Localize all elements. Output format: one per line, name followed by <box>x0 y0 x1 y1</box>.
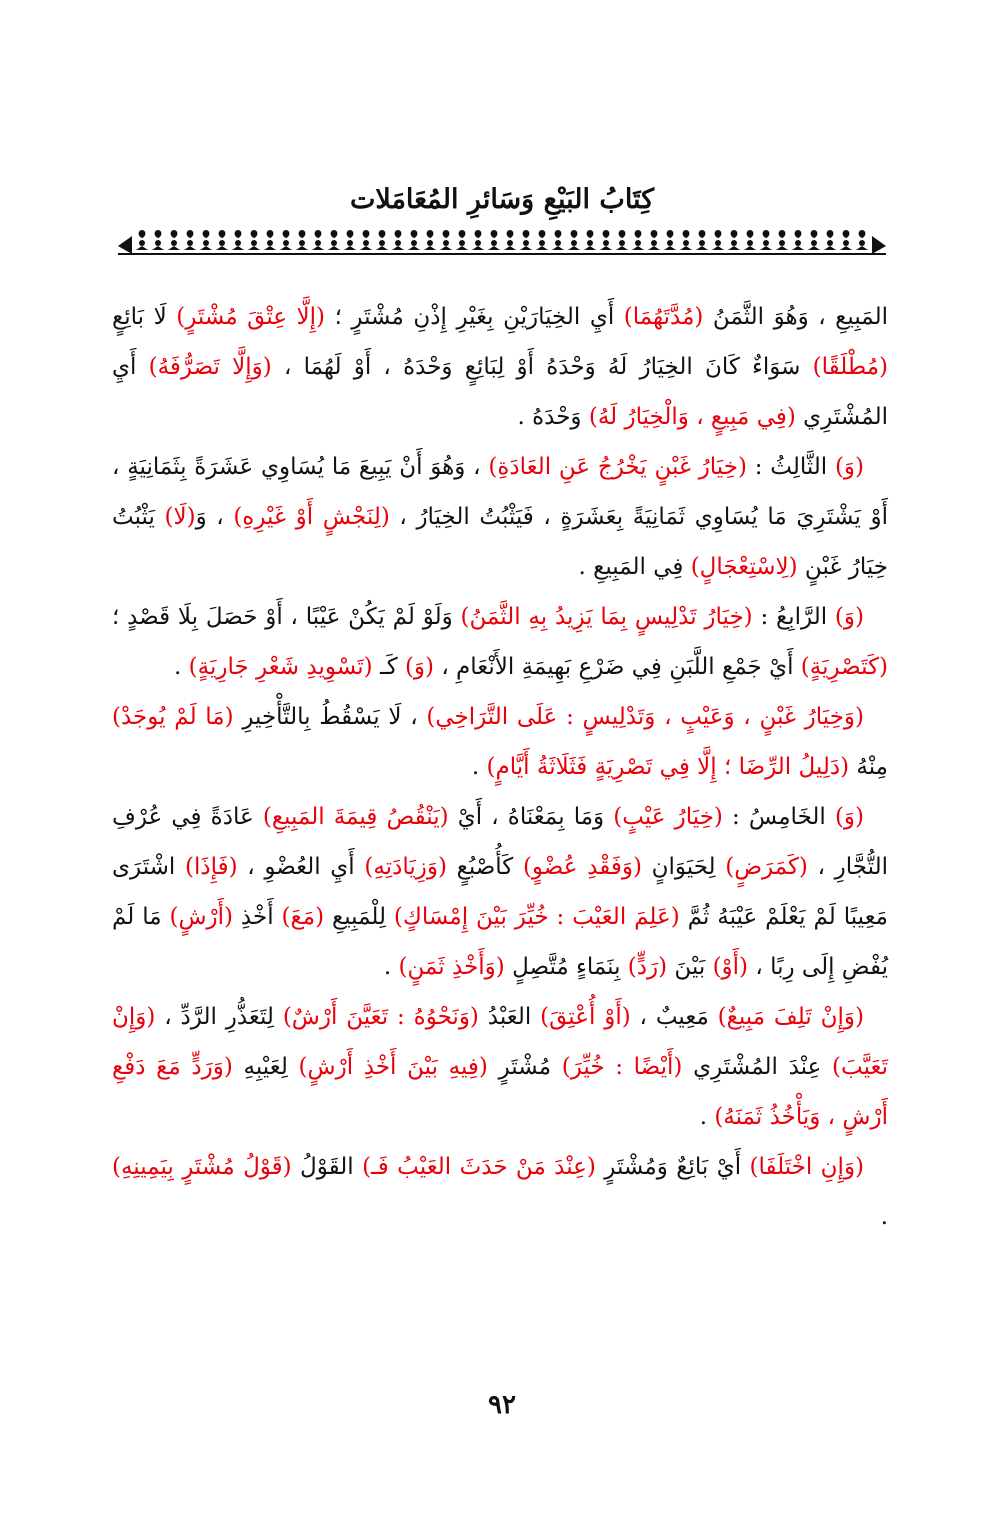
highlighted-text-segment: (لِنَجْشٍ أَوْ غَيْرِهِ) <box>233 504 390 530</box>
text-segment: ، وَهُوَ أَنْ يَبِيعَ مَا يُسَاوِي عَشَرَةً بِثَمَانِيَةٍ ، أَوْ يَشْتَرِيَ مَا يُسَاوِي ثَمَانِيَةً بِعَشَرَةٍ ، فَيَثْبُتُ الخِيَارُ ، <box>112 454 888 530</box>
text-segment: أَيِ العُضْوِ ، <box>237 854 365 880</box>
text-segment: عِنْدَ المُشْتَرِي <box>682 1054 833 1080</box>
paragraph <box>112 992 888 1142</box>
highlighted-text-segment: (رَدٍّ) <box>627 954 668 980</box>
paragraph <box>112 442 888 592</box>
highlighted-text-segment: (خِيَارُ عَيْبٍ) <box>613 804 723 830</box>
text-segment: كَأُصْبُعٍ <box>446 854 523 880</box>
highlighted-text-segment: (أَوْ أُعْتِقَ) <box>540 1004 631 1030</box>
text-segment: أَخْذِ <box>233 904 282 930</box>
highlighted-text-segment: (مُدَّتَهُمَا) <box>623 304 704 330</box>
highlighted-text-segment: (وَ) <box>834 454 865 480</box>
highlighted-text-segment: (وَإِلَّا تَصَرُّفَهُ) <box>148 354 272 380</box>
text-segment: وَمَا بِمَعْنَاهُ ، أَيْ <box>448 804 614 830</box>
highlighted-text-segment: (مُطْلَقًا) <box>812 354 888 380</box>
highlighted-text-segment: (أَرْشٍ) <box>169 904 234 930</box>
paragraph <box>112 1142 888 1242</box>
highlighted-text-segment: (وَ) <box>834 604 864 630</box>
highlighted-text-segment: (كَتَصْرِيَةٍ) <box>800 654 888 680</box>
decorative-divider <box>118 226 886 256</box>
highlighted-text-segment: (لَا) <box>164 504 196 530</box>
text-segment: عَادَةً فِي عُرْفِ التُّجَّارِ ، <box>112 804 888 880</box>
text-segment: بَيْنَ <box>667 954 713 980</box>
text-segment: الخَامِسُ : <box>722 804 835 830</box>
highlighted-text-segment: (إِلَّا عِتْقَ مُشْتَرٍ) <box>176 304 326 330</box>
text-segment: كَـ <box>372 654 405 680</box>
body-text <box>112 292 888 1242</box>
text-segment: . <box>383 954 399 980</box>
highlighted-text-segment: (عَلِمَ العَيْبَ : خُيِّرَ بَيْنَ إِمْسَاكٍ) <box>393 904 680 930</box>
text-segment: ، لَا يَسْقُطُ بِالتَّأْخِيرِ <box>233 704 427 730</box>
text-segment: لَا بَائِعٍ <box>112 304 177 330</box>
highlighted-text-segment: (فِيهِ بَيْنَ أَخْذِ أَرْشٍ) <box>298 1054 488 1080</box>
highlighted-text-segment: (وَإِنِ اخْتَلَفَا) <box>749 1154 865 1180</box>
highlighted-text-segment: (فِي مَبِيعٍ ، وَالْخِيَارُ لَهُ) <box>588 404 796 430</box>
highlighted-text-segment: (عِنْدَ مَنْ حَدَثَ العَيْبُ فَـ) <box>362 1154 596 1180</box>
text-segment: فِي المَبِيعِ . <box>578 554 691 580</box>
highlighted-text-segment: (وَزِيَادَتِهِ) <box>364 854 447 880</box>
paragraph <box>112 292 888 442</box>
paragraph <box>112 792 888 992</box>
text-segment: . <box>174 654 189 680</box>
text-segment: أَيِ الخِيَارَيْنِ بِغَيْرِ إِذْنِ مُشْتَرٍ ؛ <box>325 304 624 330</box>
highlighted-text-segment: (وَ) <box>404 654 435 680</box>
text-segment: مَعِيبٌ ، <box>630 1004 718 1030</box>
highlighted-text-segment: (وَ) <box>834 804 865 830</box>
highlighted-text-segment: (مَا لَمْ يُوجَدْ) <box>112 704 234 730</box>
text-segment: بِنَمَاءٍ مُتَّصِلٍ <box>504 954 628 980</box>
highlighted-text-segment: (خِيَارُ غَبْنٍ يَخْرُجُ عَنِ العَادَةِ) <box>488 454 747 480</box>
highlighted-text-segment: (تَسْوِيدِ شَعْرِ جَارِيَةٍ) <box>188 654 373 680</box>
highlighted-text-segment: (وَإِنْ تَلِفَ مَبِيعٌ) <box>717 1004 864 1030</box>
highlighted-text-segment: (وَرَدٍّ مَعَ دَفْعِ أَرْشٍ ، وَيَأْخُذُ ثَمَنَهُ) <box>112 1054 888 1130</box>
highlighted-text-segment: (وَخِيَارُ غَبْنٍ ، وَعَيْبٍ ، وَتَدْلِيسٍ : عَلَى التَّرَاخِي) <box>426 704 864 730</box>
paragraph <box>112 592 888 692</box>
highlighted-text-segment: (قَوْلُ مُشْتَرٍ بِيَمِينِهِ) <box>112 1154 292 1180</box>
text-segment: اشْتَرَى مَعِيبًا لَمْ يَعْلَمْ عَيْبَهُ ثُمَّ <box>112 854 888 930</box>
text-segment: مَا لَمْ يُفْضِ إِلَى رِبًا ، <box>112 904 888 980</box>
text-segment: المَبِيعِ ، وَهُوَ الثَّمَنُ <box>703 304 889 330</box>
highlighted-text-segment: (أَيْضًا : خُيِّرَ) <box>561 1054 683 1080</box>
text-segment: لِعَيْبِهِ <box>232 1054 299 1080</box>
text-segment: مِنْهُ <box>849 754 888 780</box>
text-segment: الثَّالِثُ : <box>746 454 835 480</box>
highlighted-text-segment: (وَفَقْدِ عُضْوٍ) <box>522 854 642 880</box>
highlighted-text-segment: (وَنَحْوُهُ : تَعَيَّنَ أَرْشٌ) <box>282 1004 479 1030</box>
text-segment: القَوْلُ <box>291 1154 363 1180</box>
text-segment: ، وَ <box>195 504 234 530</box>
highlighted-text-segment: (خِيَارُ تَدْلِيسٍ بِمَا يَزِيدُ بِهِ الثَّمَنُ) <box>460 604 753 630</box>
text-segment: أَيِ المُشْتَرِي <box>112 354 888 430</box>
text-segment: لِتَعَذُّرِ الرَّدِّ ، <box>155 1004 283 1030</box>
highlighted-text-segment: (كَمَرَضٍ) <box>725 854 808 880</box>
text-segment: لِحَيَوَانٍ <box>641 854 726 880</box>
text-segment: أَيْ جَمْعِ اللَّبَنِ فِي ضَرْعِ بَهِيمَةِ الأَنْعَامِ ، <box>434 654 801 680</box>
chapter-title: كِتَابُ البَيْعِ وَسَائرِ المُعَامَلات <box>349 184 655 215</box>
text-segment: مُشْتَرٍ <box>487 1054 562 1080</box>
text-segment: أَيْ بَائِعٌ وَمُشْتَرٍ <box>595 1154 750 1180</box>
highlighted-text-segment: (وَإِنْ تَعَيَّبَ) <box>112 1004 889 1080</box>
text-segment: يَثْبُتُ خِيَارُ غَبْنٍ <box>112 504 888 580</box>
highlighted-text-segment: (يَنْقُصُ قِيمَةَ المَبِيعِ) <box>262 804 449 830</box>
text-segment: وَحْدَهُ . <box>517 404 589 430</box>
text-segment: لِلْمَبِيعِ <box>324 904 394 930</box>
text-segment: العَبْدُ <box>478 1004 541 1030</box>
highlighted-text-segment: (مَعَ) <box>281 904 325 930</box>
page-number: ٩٢ <box>488 1390 516 1420</box>
highlighted-text-segment: (فَإِذَا) <box>184 854 238 880</box>
text-segment: الرَّابِعُ : <box>752 604 835 630</box>
text-segment: . <box>880 1204 888 1230</box>
highlighted-text-segment: (وَأَخْذِ ثَمَنٍ) <box>398 954 505 980</box>
text-segment: . <box>699 1104 715 1130</box>
paragraph <box>112 692 888 792</box>
text-segment: سَوَاءٌ كَانَ الخِيَارُ لَهُ وَحْدَهُ أَوْ لِبَائِعٍ وَحْدَهُ ، أَوْ لَهُمَا ، <box>271 354 813 380</box>
highlighted-text-segment: (دَلِيلُ الرِّضَا ؛ إِلَّا فِي تَصْرِيَةٍ فَثَلَاثَةُ أَيَّامٍ) <box>486 754 850 780</box>
highlighted-text-segment: (أَوْ) <box>712 954 749 980</box>
highlighted-text-segment: (لِاسْتِعْجَالٍ) <box>690 554 798 580</box>
text-segment: وَلَوْ لَمْ يَكُنْ عَيْبًا ، أَوْ حَصَلَ بِلَا قَصْدٍ ؛ <box>112 604 461 630</box>
text-segment: . <box>471 754 487 780</box>
